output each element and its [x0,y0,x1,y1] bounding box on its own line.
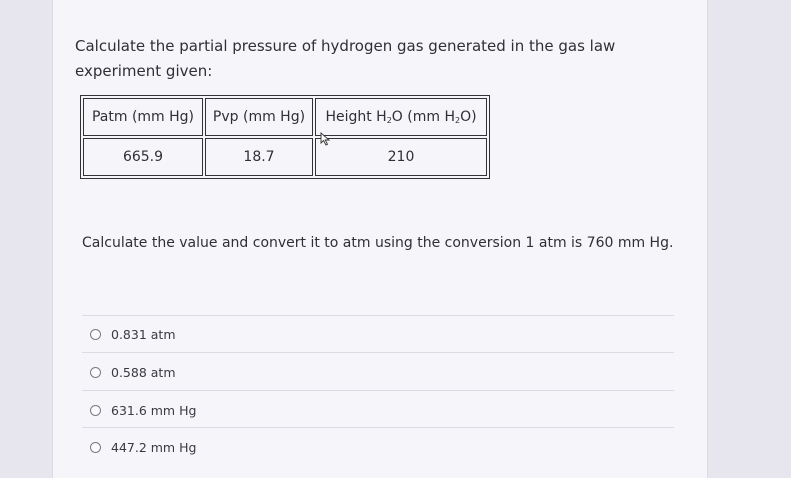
radio-button[interactable] [90,329,101,340]
table-header-row [83,98,487,136]
header-height-part2: O (mm H [391,109,455,125]
radio-button[interactable] [90,442,101,453]
header-height-part3: O) [460,109,477,125]
header-pvp: Pvp (mm Hg) [205,98,313,136]
header-height-part1: Height H [325,109,387,125]
option-label: 631.6 mm Hg [111,402,197,418]
radio-button[interactable] [90,367,101,378]
cell-height: 210 [315,138,487,176]
header-height-sub1: 2 [386,116,392,125]
cell-patm: 665.9 [83,138,203,176]
header-height [315,98,487,136]
divider [82,427,674,428]
divider [82,352,674,353]
question-text: Calculate the partial pressure of hydrogen gas generated in the gas law experiment given: [75,37,616,80]
option-label: 447.2 mm Hg [111,439,197,455]
divider [82,315,674,316]
table-row [83,138,487,176]
header-patm: Patm (mm Hg) [83,98,203,136]
radio-button[interactable] [90,405,101,416]
data-table [80,95,490,179]
header-height-sub2: 2 [454,116,461,125]
option-3[interactable] [90,400,196,420]
cell-pvp: 18.7 [205,138,313,176]
option-label: 0.588 atm [111,364,176,380]
option-label: 0.831 atm [111,326,176,342]
option-1[interactable] [90,324,176,344]
instruction-text: Calculate the value and convert it to atm using the conversion 1 atm is 760 mm Hg. [82,235,674,251]
option-4[interactable] [90,437,196,457]
option-2[interactable] [90,362,176,382]
divider [82,390,674,391]
mouse-cursor-icon [320,132,332,146]
